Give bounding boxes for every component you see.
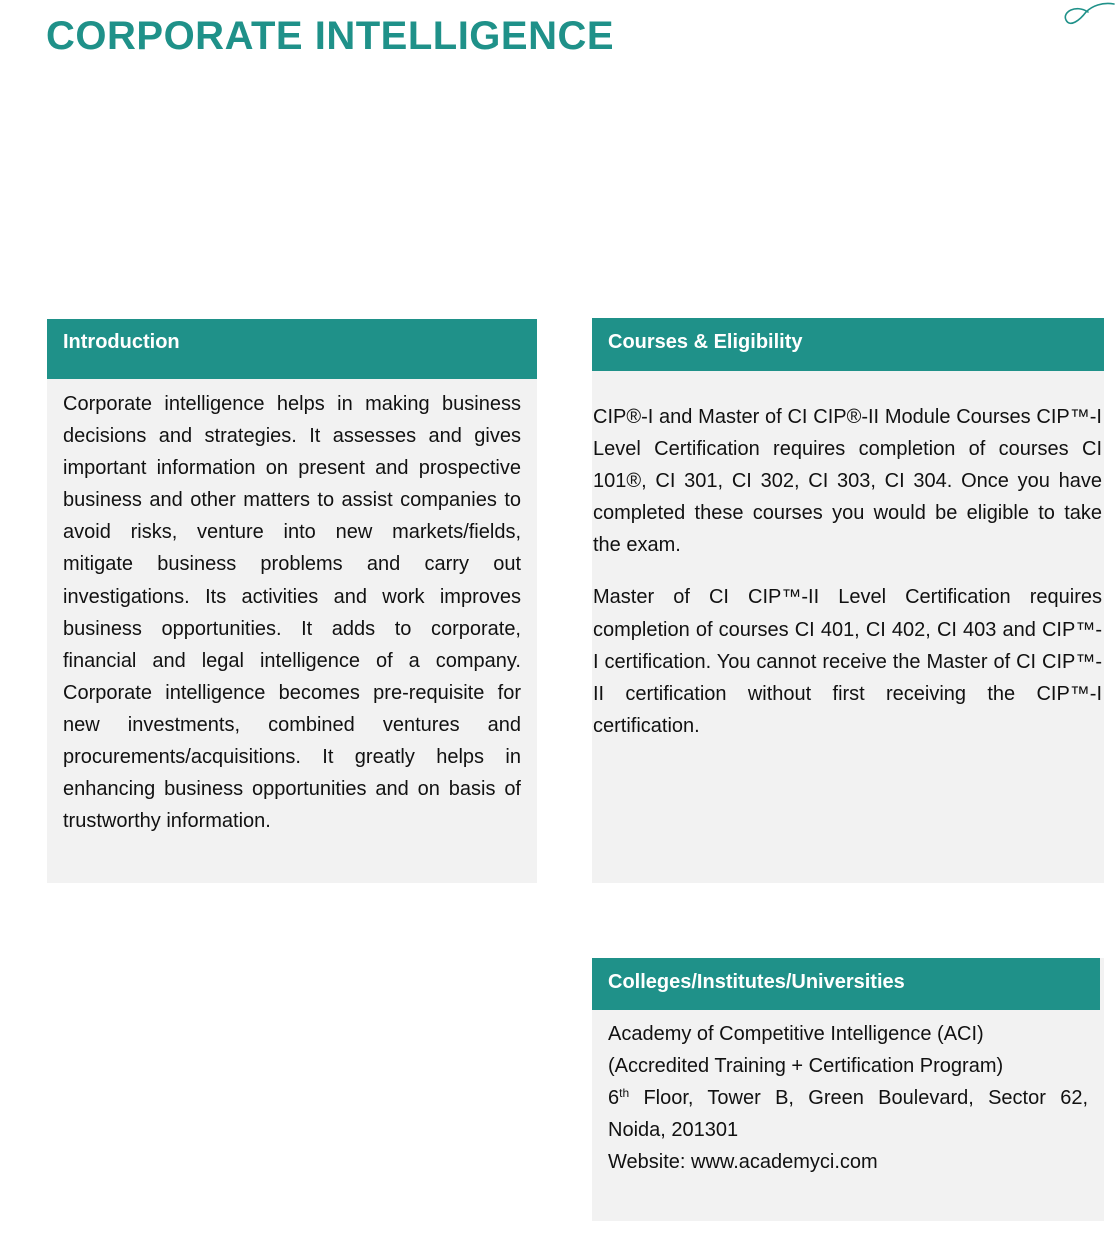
introduction-body xyxy=(47,379,537,837)
institute-website: Website: www.academyci.com xyxy=(608,1151,878,1174)
floor-number: 6 xyxy=(608,1087,620,1110)
page-title: CORPORATE INTELLIGENCE xyxy=(46,14,615,58)
institute-name: Academy of Competitive Intelligence (ACI) xyxy=(608,1023,984,1045)
courses-body xyxy=(592,371,1104,742)
institute-program: (Accredited Training + Certification Program) xyxy=(608,1055,1004,1078)
courses-heading: Courses & Eligibility xyxy=(592,318,1104,371)
courses-eligibility-card xyxy=(592,318,1104,883)
introduction-text: Corporate intelligence helps in making business decisions and strategies. It assesses and gives important information on present and prospective business and other matters to assist companies to avoid risks, venture into new markets/fields, mitigate business problems and carry out investigations. Its activities and work improves business opportunities. It adds to corporate, financial and legal intelligence of a company. Corporate intelligence becomes pre-requisite for new investments, combined ventures and procurements/acquisitions. It greatly helps in enhancing business opportunities and on basis of trustworthy information. xyxy=(63,393,521,833)
colleges-heading: Colleges/Institutes/Universities xyxy=(592,958,1100,1010)
colleges-card xyxy=(592,958,1104,1221)
courses-paragraph-2: Master of CI CIP™-II Level Certification requires completion of courses CI 401, CI 402, CI 403 and CIP™-I certification. You cannot receive the Master of CI CIP™-II certification without first receiving the CIP™-I certification. xyxy=(593,586,1102,737)
institute-address-line-2: Noida, 201301 xyxy=(608,1119,739,1142)
introduction-card xyxy=(47,319,537,883)
address-line-1-text: Floor, Tower B, Green Boulevard, Sector 62, xyxy=(629,1087,1088,1110)
swirl-decoration-icon xyxy=(1062,0,1115,30)
institute-address-line-1 xyxy=(608,1082,1088,1114)
colleges-body xyxy=(592,1010,1104,1178)
introduction-heading: Introduction xyxy=(47,319,537,379)
floor-suffix: th xyxy=(619,1086,630,1101)
courses-paragraph-1: CIP®-I and Master of CI CIP®-II Module Courses CIP™-I Level Certification requires completion of courses CI 101®, CI 301, CI 302, CI 303, CI 304. Once you have completed these courses you would be eligible to take the exam. xyxy=(593,406,1102,557)
